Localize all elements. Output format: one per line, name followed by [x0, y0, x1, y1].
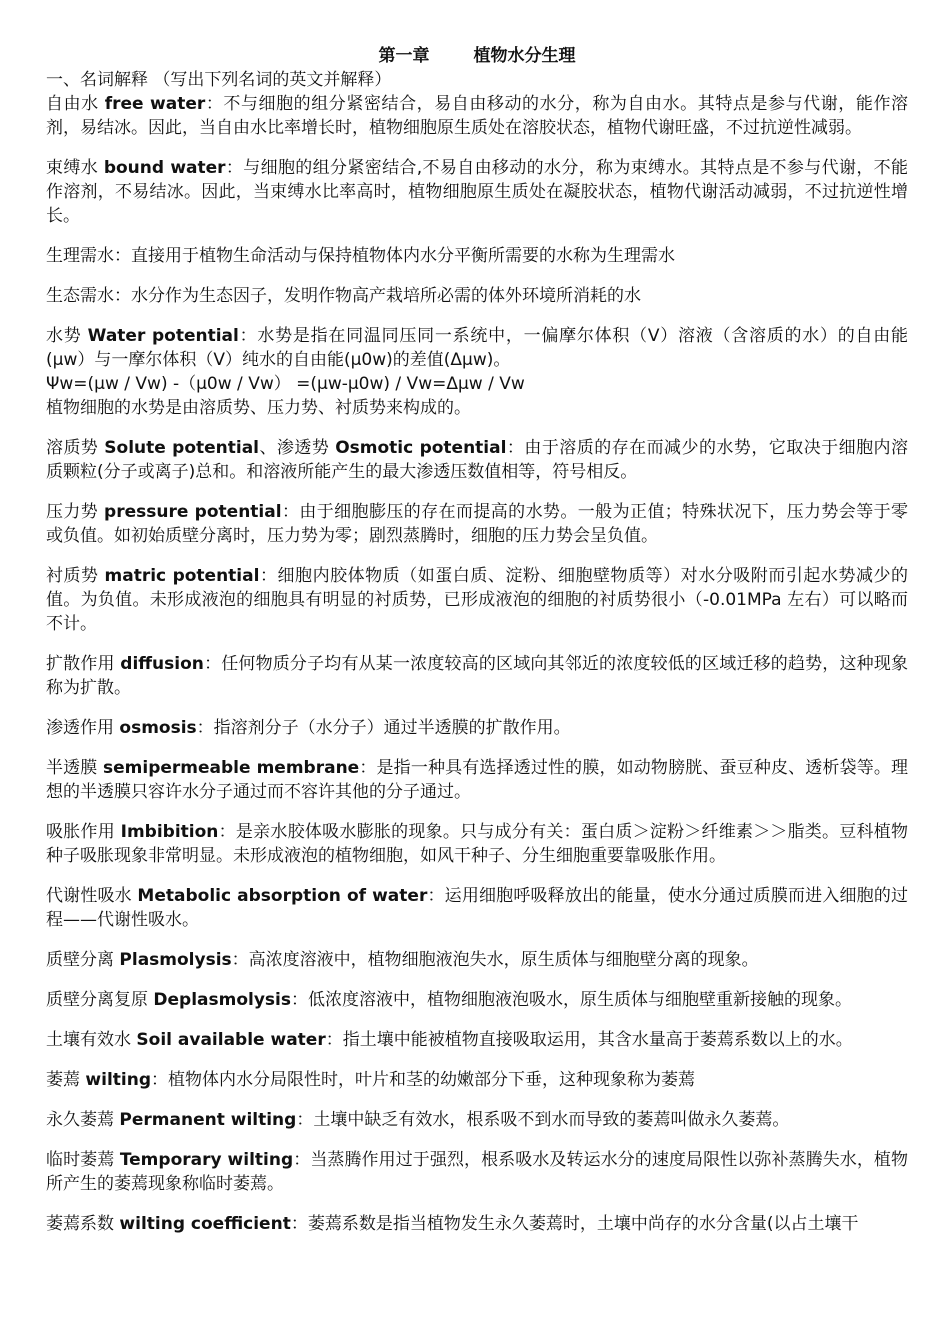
definition-entry [46, 1108, 908, 1132]
definition-text: ：萎蔫系数是指当植物发生永久萎蔫时，土壤中尚存的水分含量(以占土壤干 [290, 1214, 859, 1234]
term-chinese: 质壁分离 [46, 950, 114, 970]
definition-entry [46, 244, 908, 268]
term-chinese: 生态需水 [46, 286, 114, 306]
definition-text: ：与细胞的组分紧密结合,不易自由移动的水分，称为束缚水。其特点是不参与代谢，不能作溶剂，不易结冰。因此，当束缚水比率高时，植物细胞原生质处在凝胶状态，植物代谢活动减弱，不过抗逆性增长。 [46, 158, 909, 226]
definition-entry [46, 756, 908, 804]
definition-entry [46, 284, 908, 308]
section-heading: 一、名词解释 （写出下列名词的英文并解释） [46, 70, 392, 90]
term-english: matric potential [104, 566, 260, 586]
term-english: Soil available water [136, 1030, 326, 1050]
definition-text: ：指溶剂分子（水分子）通过半透膜的扩散作用。 [196, 718, 571, 738]
term-english: semipermeable membrane [103, 758, 360, 778]
definition-text: ：低浓度溶液中，植物细胞液泡吸水，原生质体与细胞壁重新接触的现象。 [291, 990, 852, 1010]
term-english: wilting coefficient [119, 1214, 291, 1234]
definition-text: ：由于细胞膨压的存在而提高的水势。一般为正值；特殊状况下，压力势会等于零或负值。如初始质壁分离时，压力势为零；剧烈蒸腾时，细胞的压力势会呈负值。 [46, 502, 909, 546]
term-english: bound water [103, 158, 226, 178]
definition-entry [46, 988, 908, 1012]
term-chinese: 水势 [46, 326, 82, 346]
term-chinese: 质壁分离复原 [46, 990, 148, 1010]
definition-text: ：任何物质分子均有从某一浓度较高的区域向其邻近的浓度较低的区域迁移的趋势，这种现象称为扩散。 [46, 654, 909, 698]
chapter-number: 第一章 [378, 46, 430, 66]
definition-text: ：细胞内胶体物质（如蛋白质、淀粉、细胞壁物质等）对水分吸附而引起水势减少的值。为负值。未形成液泡的细胞具有明显的衬质势，已形成液泡的细胞的衬质势很小（-0.01MPa 左右）可以略而不计。 [46, 566, 909, 634]
term-english: free water [104, 94, 206, 114]
term-chinese: 代谢性吸水 [46, 886, 132, 906]
definition-entry [46, 652, 908, 700]
definition-note: 植物细胞的水势是由溶质势、压力势、衬质势来构成的。 [46, 398, 471, 418]
term-english: wilting [85, 1070, 151, 1090]
term-chinese: 束缚水 [46, 158, 99, 178]
definition-entry [46, 820, 908, 868]
term-chinese: 吸胀作用 [46, 822, 115, 842]
term-chinese: 生理需水 [46, 246, 114, 266]
chapter-name: 植物水分生理 [473, 46, 576, 66]
term-chinese: 压力势 [46, 502, 99, 522]
definition-text: ：直接用于植物生命活动与保持植物体内水分平衡所需要的水称为生理需水 [114, 246, 675, 266]
term-english: Permanent wilting [119, 1110, 297, 1130]
term-english: Metabolic absorption of water [137, 886, 428, 906]
definition-text: ：由于溶质的存在而减少的水势，它取决于细胞内溶质颗粒(分子或离子)总和。和溶液所能产生的最大渗透压数值相等，符号相反。 [46, 438, 909, 482]
definition-text: ：不与细胞的组分紧密结合，易自由移动的水分，称为自由水。其特点是参与代谢，能作溶剂，易结冰。因此，当自由水比率增长时，植物细胞原生质处在溶胶状态，植物代谢旺盛，不过抗逆性减弱。 [46, 94, 909, 138]
definition-text: ：是亲水胶体吸水膨胀的现象。只与成分有关：蛋白质＞淀粉＞纤维素＞＞脂类。豆科植物种子吸胀现象非常明显。未形成液泡的植物细胞，如风干种子、分生细胞重要靠吸胀作用。 [46, 822, 909, 866]
definition-text: ：水势是指在同温同压同一系统中，一偏摩尔体积（V）溶液（含溶质的水）的自由能(μw）与一摩尔体积（V）纯水的自由能(μ0w)的差值(Δμw)。 [46, 326, 909, 370]
definition-text: ：植物体内水分局限性时，叶片和茎的幼嫩部分下垂，这种现象称为萎蔫 [151, 1070, 695, 1090]
term-chinese: 永久萎蔫 [46, 1110, 114, 1130]
term-chinese-secondary: 、渗透势 [259, 438, 330, 458]
definition-entry [46, 500, 908, 548]
term-chinese: 临时萎蔫 [46, 1150, 115, 1170]
definition-text: ：高浓度溶液中，植物细胞液泡失水，原生质体与细胞壁分离的现象。 [231, 950, 759, 970]
definition-entry [46, 436, 908, 484]
chapter-title [46, 44, 908, 68]
term-chinese: 土壤有效水 [46, 1030, 131, 1050]
definition-entry [46, 92, 908, 140]
definition-text: ：水分作为生态因子，发明作物高产栽培所必需的体外环境所消耗的水 [114, 286, 641, 306]
term-english: Solute potential [104, 438, 260, 458]
term-chinese: 萎蔫系数 [46, 1214, 114, 1234]
definition-entry [46, 1148, 908, 1196]
definition-entry [46, 884, 908, 932]
term-chinese: 渗透作用 [46, 718, 114, 738]
term-english-secondary: Osmotic potential [335, 438, 507, 458]
term-english: pressure potential [104, 502, 282, 522]
definition-entry [46, 1068, 908, 1092]
term-english: diffusion [120, 654, 204, 674]
definition-entry [46, 948, 908, 972]
definition-entry [46, 156, 908, 228]
definition-entry [46, 324, 908, 420]
definition-text: ：土壤中缺乏有效水，根系吸不到水而导致的萎蔫叫做永久萎蔫。 [296, 1110, 790, 1130]
term-english: Water potential [87, 326, 239, 346]
term-english: Deplasmolysis [153, 990, 291, 1010]
term-chinese: 溶质势 [46, 438, 99, 458]
definition-entry [46, 1212, 908, 1236]
water-potential-formula: Ψw=(μw / Vw) -（μ0w / Vw） =(μw-μ0w) / Vw=Δμw / Vw [46, 374, 525, 394]
term-chinese: 衬质势 [46, 566, 99, 586]
term-english: Temporary wilting [119, 1150, 294, 1170]
term-chinese: 半透膜 [46, 758, 98, 778]
term-english: osmosis [119, 718, 197, 738]
term-english: Plasmolysis [119, 950, 232, 970]
term-chinese: 自由水 [46, 94, 99, 114]
definition-entry [46, 716, 908, 740]
definition-text: ：当蒸腾作用过于强烈，根系吸水及转运水分的速度局限性以弥补蒸腾失水，植物所产生的萎蔫现象称临时萎蔫。 [46, 1150, 909, 1194]
term-english: Imbibition [120, 822, 219, 842]
definition-entry [46, 1028, 908, 1052]
definition-text: ：是指一种具有选择透过性的膜，如动物膀胱、蚕豆种皮、透析袋等。理想的半透膜只容许水分子通过而不容许其他的分子通过。 [46, 758, 909, 802]
document-page [46, 44, 908, 1236]
term-chinese: 扩散作用 [46, 654, 115, 674]
definition-entry [46, 564, 908, 636]
definition-text: ：运用细胞呼吸释放出的能量，使水分通过质膜而进入细胞的过程——代谢性吸水。 [46, 886, 909, 930]
definition-text: ：指土壤中能被植物直接吸取运用，其含水量高于萎蔫系数以上的水。 [325, 1030, 853, 1050]
term-chinese: 萎蔫 [46, 1070, 80, 1090]
